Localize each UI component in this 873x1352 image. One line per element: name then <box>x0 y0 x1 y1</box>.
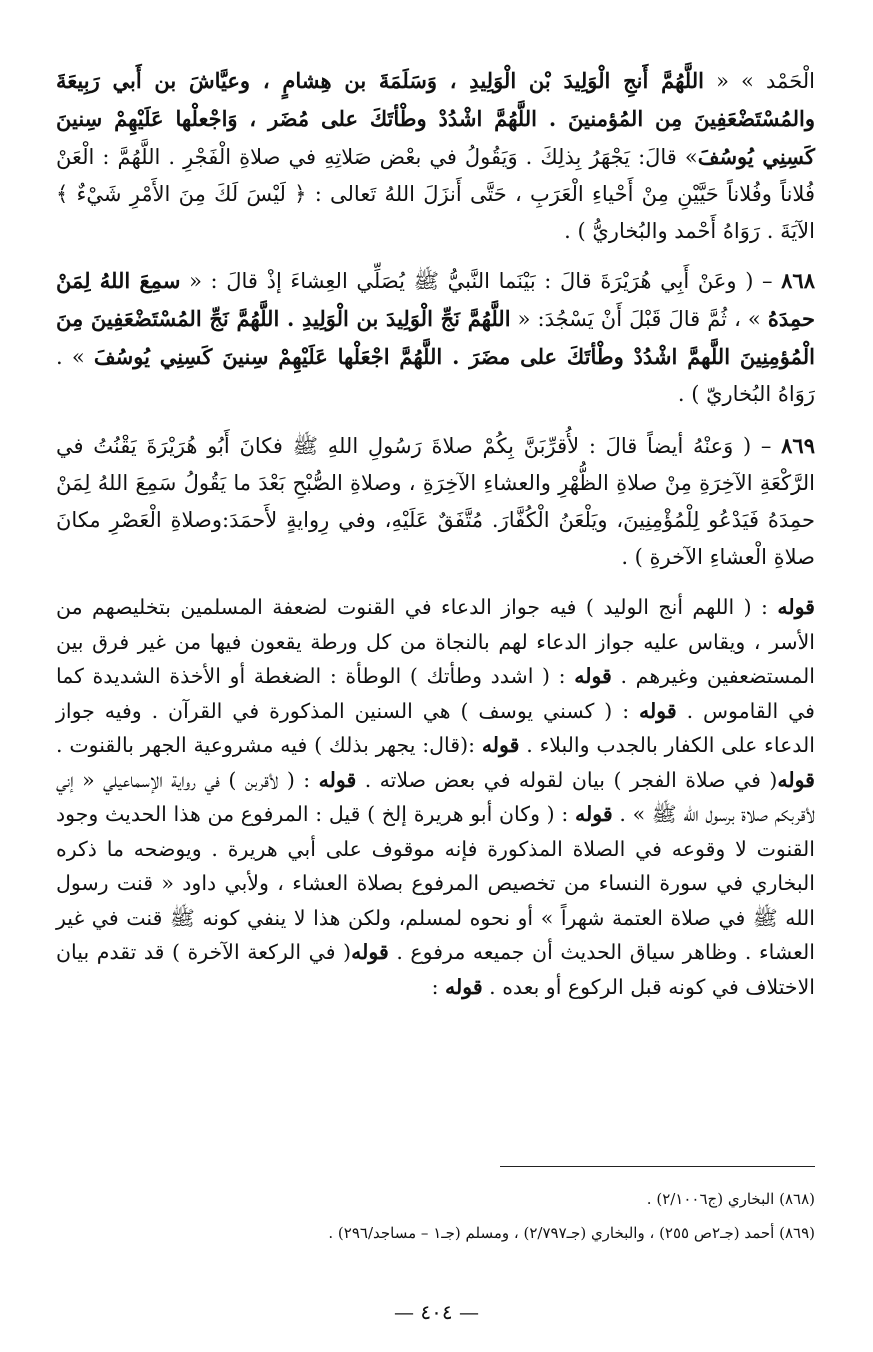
footnote-868: (٨٦٨) البخاري (ج٢/١٠٠٦) . <box>646 1190 815 1208</box>
commentary-sentence: : <box>431 974 445 999</box>
hadith-868 <box>56 262 815 413</box>
commentary-keyword: قوله <box>575 802 613 826</box>
hadith-868-text-2: » ، ثُمَّ قالَ قَبْلَ أَنْ يَسْجُدَ: « <box>510 307 768 331</box>
commentary-sentence: ( في الركعة الآخرة ) قد تقدم بيان الاختلاف في كونه قبل الركوع أو بعده . <box>56 940 815 999</box>
commentary-keyword: قوله <box>777 767 815 792</box>
hadith-869-text: – ( وَعنْهُ أيضاً قالَ : لأُقرِّبَنَّ بِكُمْ صلاةَ رَسُولِ اللهِ ﷺ فكانَ أَبُو هُرَيْرَةَ يَقْنُتُ في الرَّكْعَةِ الآخِرَةِ مِنْ صلاةِ الظُّهْرِ والعشاءِ الآخِرَةِ ، وصلاةِ الصُّبْحِ بَعْدَ ما يَقُولُ سَمِعَ اللهُ لِمَنْ حمِدَهُ فَيَدْعُو لِلْمُؤْمِنِينَ، ويَلْعَنُ الْكُفَّارَ. مُتَّفَقٌ عَلَيْهِ، وفي رِوايةٍ لأَحمَدَ:وصلاةِ الْعَصْرِ مكانَ صلاةِ الْعشاءِ الآخرةِ ) . <box>56 434 815 569</box>
footnotes <box>56 1182 815 1250</box>
page-number: — ٤٠٤ — <box>394 1300 479 1324</box>
footnote-869: (٨٦٩) أحمد (جـ٢ص ٢٥٥) ، والبخاري (جـ٢/٧٩٧) ، ومسلم (جـ١ – مساجد/٢٩٦) . <box>328 1224 815 1242</box>
commentary-sentence: : ( اللهم أنج الوليد ) فيه جواز الدعاء في القنوت لضعفة المسلمين بتخليصهم من الأسر ، ويقاس عليه جواز الدعاء لهم بالنجاة من كل ورطة يقعون فيها من غير فرق بين المستضعفين وغيرهم . <box>56 595 815 688</box>
intro-dua: اللَّهُمَّ أَنجِ الْوَلِيدَ بْن الْوَلِيدِ ، وَسَلَمَةَ بن هِشامٍ ، وعيَّاشَ بن أَبي رَبِيعَةَ والمُسْتَضْعَفِينَ مِن المُؤمنينَ . اللَّهُمَّ اشْدُدْ وطْأتَكَ على مُضَر ، وَاجْعلْها عَلَيْهِمْ سِنينَ كَسِنِي يُوسُفَ <box>56 68 815 169</box>
commentary-keyword: قوله <box>481 733 520 757</box>
hadith-868-text-1: – ( وعَنْ أَبِي هُرَيْرَةَ قالَ : بَيْنَما النَّبيُّ ﷺ يُصَلِّي العِشاءَ إذْ قالَ : « <box>180 269 782 293</box>
intro-text-2: » قالَ: يَجْهَرُ بِذلِكَ . وَيَقُولُ في بعْض صَلاتِهِ في صلاةِ الْفَجْرِ . اللَّهُمَّ : الْعَنْ فُلاناً وفُلاناً حَيَّيْنِ مِنْ أَحْياءِ الْعَرَبِ ، حَتَّى أَنزَلَ اللهُ تَعالى : ﴿ لَيْسَ لَكَ مِنَ الأَمْرِ شَيْءٌ ﴾ الآيَةَ . رَوَاهُ أَحْمد والبُخاريُّ ) . <box>56 145 815 243</box>
hadith-867-continuation <box>56 62 815 250</box>
hadith-868-number: ٨٦٨ <box>781 268 815 293</box>
commentary-keyword: قوله <box>777 595 815 619</box>
commentary-keyword: قوله <box>318 767 357 792</box>
hadith-869 <box>56 427 815 576</box>
commentary-keyword: قوله <box>445 974 483 999</box>
commentary-sentence: ( في صلاة الفجر ) بيان لقوله في بعض صلاته . <box>356 767 778 792</box>
hadith-868-dua-1: سمِعَ اللهُ لِمَنْ حمِدَهُ <box>56 268 815 331</box>
hadith-868-dua-2: اللَّهُمَّ نَجِّ الْوَلِيدَ بن الْوَلِيدِ . اللَّهُمَّ نَجِّ المُسْتَضْعَفِينَ مِنَ الْمُؤمِنِينَ اللَّهمَّ اشْدُدْ وطْأتَكَ على مضَرَ . اللَّهُمَّ اجْعَلْها عَلَيْهِمْ سِنينَ كَسِنِي يُوسُفَ <box>56 306 815 369</box>
hadith-869-number: ٨٦٩ <box>781 433 815 458</box>
commentary-sentence: : ( اشدد وطأتك ) الوطأة : الضغطة أو الأخذة الشديدة كما في القاموس . <box>56 664 815 723</box>
commentary-keyword: قوله <box>351 940 389 964</box>
commentary-keyword: قوله <box>639 698 677 723</box>
commentary-sentence: : ( كسني يوسف ) هي السنين المذكورة في القرآن . وفيه جواز الدعاء على الكفار بالجدب والبلاء . <box>56 698 815 757</box>
intro-text-1: الْحَمْد » « <box>703 69 815 93</box>
footnote-divider <box>500 1166 815 1167</box>
hadith-868-text-3: » . رَوَاهُ البُخاريّ ) . <box>56 345 815 406</box>
commentary-sentence: : ( لأقربن ) في رواية الإسماعيلي « إني لأقربكم صلاة برسول الله ﷺ » . <box>56 767 815 826</box>
commentary-keyword: قوله <box>574 664 612 688</box>
commentary-sentence: : ( وكان أبو هريرة إلخ ) قيل : المرفوع من هذا الحديث وجود القنوت لا وقوعه في الصلاة المذكورة فإنه موقوف على أبي هريرة . ويوضحه ما ذكره البخاري في سورة النساء من تخصيص المرفوع بصلاة العشاء ، ولأبي داود « قنت رسول الله ﷺ في صلاة العتمة شهراً » أو نحوه لمسلم، ولكن هذا لا ينفي كونه ﷺ قنت في غير العشاء . وظاهر سياق الحديث أن جميعه مرفوع . <box>56 802 816 964</box>
commentary-sentence: :(قال: يجهر بذلك ) فيه مشروعية الجهر بالقنوت . <box>56 733 482 757</box>
commentary <box>56 590 815 1004</box>
